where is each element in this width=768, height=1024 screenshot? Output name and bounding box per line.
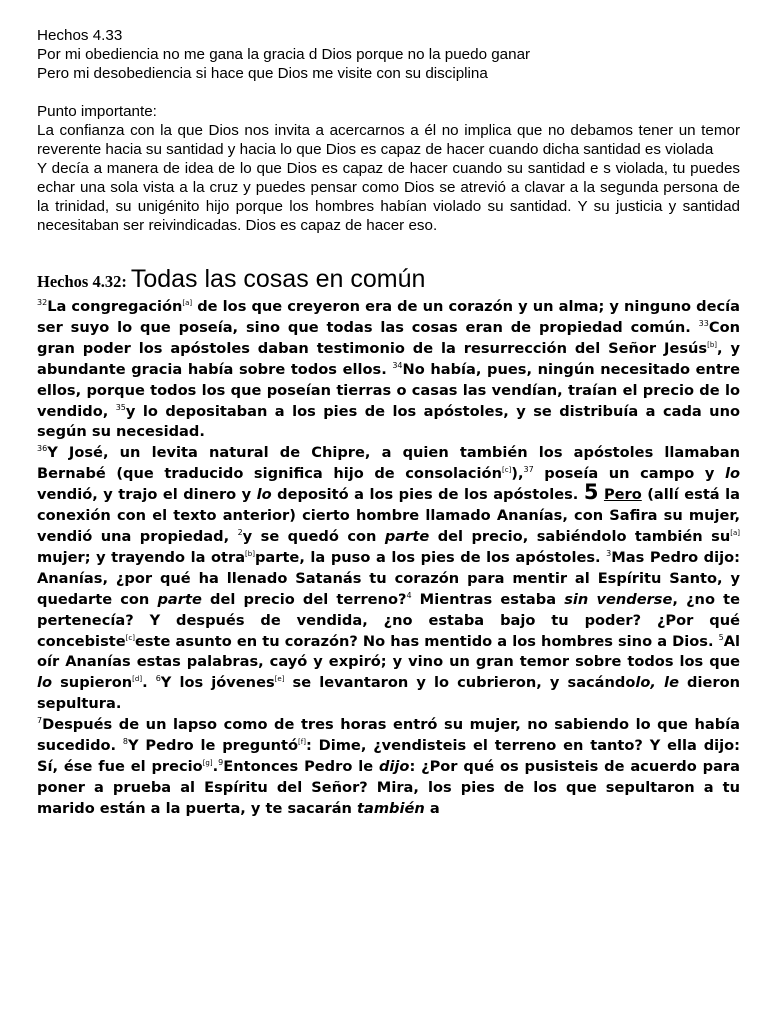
verse-text: . (142, 674, 156, 692)
footnote-marker[interactable]: [f] (298, 738, 306, 747)
verse-number: 8 (122, 737, 129, 747)
verse-text: La congregación (47, 298, 183, 315)
scripture-paragraph (37, 443, 740, 715)
verse-number: 2 (237, 528, 243, 538)
footnote-marker[interactable]: [c] (125, 633, 135, 642)
verse-text: poseía un campo y (533, 465, 725, 483)
verse-text: vendió, y trajo el dinero y (37, 486, 257, 504)
footnote-marker[interactable]: [b] (245, 550, 255, 559)
verse-text: . (212, 757, 219, 775)
verse-text: ), (511, 465, 524, 483)
section-heading (37, 265, 740, 297)
verse-number: 32 (37, 298, 48, 308)
chapter-number: 5 (583, 480, 599, 505)
verse-text: (allí está la conexión con el texto anterior) cierto hombre llamado Ananías, con Safira su mujer, vendió una propiedad, (37, 486, 740, 545)
verse-text: Y José, un levita natural de Chipre, a quien también los apóstoles llamaban Bernabé (que traducido significa hijo de consolación (37, 444, 740, 483)
verse-number: 9 (218, 758, 224, 768)
verse-text: a (424, 799, 440, 817)
verse-text: de los que creyeron era de un corazón y un alma; y ninguno decía ser suyo lo que poseía, sino que todas las cosas eran de propiedad común. (37, 298, 740, 336)
verse-number: 37 (523, 465, 534, 475)
italic-word: parte (384, 527, 430, 545)
footnote-marker[interactable]: [d] (132, 675, 143, 684)
notes-line: Pero mi desobediencia si hace que Dios me visite con su disciplina (37, 65, 488, 82)
verse-text: : ¿Por qué os pusisteis de acuerdo para poner a prueba al Espíritu del Señor? Mira, los pies de los que sepultaron a tu marido están a la puerta, y te sacarán (37, 757, 740, 817)
verse-number: 3 (606, 549, 612, 559)
underlined-word: Pero (603, 486, 642, 504)
verse-text: Y Pedro le preguntó (128, 737, 298, 755)
blank-line (37, 83, 740, 102)
sermon-notes (37, 26, 740, 235)
verse-text: : Dime, ¿vendisteis el terreno en tanto? Y ella dijo: Sí, ése fue el precio (37, 737, 741, 775)
verse-text: parte, la puso a los pies de los apóstoles. (254, 548, 607, 566)
verse-text: y se quedó con (242, 527, 385, 545)
verse-number: 4 (406, 590, 412, 600)
verse-text: supieron (52, 674, 133, 692)
italic-word: sin venderse (564, 590, 673, 608)
verse-text: del precio, sabiéndolo también su (429, 527, 731, 545)
verse-text: , y abundante gracia había sobre todos ellos. (37, 339, 740, 378)
verse-number: 7 (37, 716, 43, 726)
footnote-marker[interactable]: [e] (274, 675, 285, 684)
verse-number: 33 (698, 319, 709, 329)
verse-text: , ¿no te pertenecía? Y después de vendida, ¿no estaba bajo tu poder? ¿Por qué concebiste (37, 590, 740, 650)
italic-word: lo, le (635, 674, 679, 692)
verse-number: 6 (155, 674, 161, 684)
verse-text: mujer; y trayendo la otra (37, 548, 246, 566)
italic-word: parte (157, 590, 202, 608)
verse-text: y lo depositaban a los pies de los apóstoles, y se distribuía a cada uno según su necesidad. (37, 402, 740, 441)
document-page (37, 26, 740, 820)
italic-word: lo (37, 674, 53, 692)
verse-text: Después de un lapso como de tres horas entró su mujer, no sabiendo lo que había sucedido. (37, 716, 740, 755)
verse-text: Con gran poder los apóstoles daban testimonio de la resurrección del Señor Jesús (37, 318, 740, 357)
verse-text: Al oír Ananías estas palabras, cayó y expiró; y vino un gran temor sobre todos los que (37, 632, 740, 671)
footnote-marker[interactable]: [c] (501, 466, 512, 475)
italic-word: lo (256, 486, 272, 504)
verse-text: No había, pues, ningún necesitado entre ellos, porque todos los que poseían tierras o casas las vendían, traían el precio de lo vendido, (37, 360, 741, 420)
notes-title: Hechos 4.33 (37, 27, 123, 44)
footnote-marker[interactable]: [a] (730, 529, 740, 538)
verse-text: del precio del terreno? (201, 590, 407, 608)
verse-number: 5 (718, 632, 724, 642)
notes-paragraph: Y decía a manera de idea de lo que Dios es capaz de hacer cuando su santidad e s violada, tu puedes echar una sola vista a la cruz y puedes pensar como Dios se atrevió a clavar a la segunda persona de la trinidad, su unigénito hijo porque los hombres habían violado su santidad. Y su justicia y santidad necesitaban ser reivindicadas. Dios es capaz de hacer eso. (37, 160, 740, 234)
verse-text: este asunto en tu corazón? No has mentido a los hombres sino a Dios. (134, 632, 719, 650)
important-label: Punto importante: (37, 103, 157, 120)
verse-text: dieron sepultura. (37, 674, 741, 713)
verse-text: depositó a los pies de los apóstoles. (271, 486, 584, 504)
verse-text: Y los jóvenes (160, 674, 275, 692)
verse-number: 36 (37, 444, 48, 454)
verse-text: Mientras estaba (411, 590, 565, 608)
italic-word: también (357, 799, 425, 817)
italic-word: lo (724, 465, 740, 483)
notes-paragraph: La confianza con la que Dios nos invita a acercarnos a él no implica que no debamos tener un temor reverente hacia su santidad y hacia lo que Dios es capaz de hacer cuando dicha santidad es violada (37, 122, 740, 158)
verse-text: Entonces Pedro le (223, 757, 379, 775)
footnote-marker[interactable]: [a] (182, 299, 193, 308)
heading-reference: Hechos 4.32: (37, 272, 127, 291)
notes-line: Por mi obediencia no me gana la gracia d Dios porque no la puedo ganar (37, 46, 531, 63)
scripture-passage (37, 297, 740, 820)
verse-number: 35 (115, 402, 126, 412)
verse-number: 34 (392, 360, 403, 370)
scripture-paragraph (37, 297, 740, 443)
heading-title: Todas las cosas en común (130, 265, 426, 293)
verse-text: Mas Pedro dijo: Ananías, ¿por qué ha llenado Satanás tu corazón para mentir al Espíritu Santo, y quedarte con (37, 548, 740, 608)
verse-text: se levantaron y lo cubrieron, y sacándo (284, 674, 636, 692)
footnote-marker[interactable]: [g] (202, 759, 213, 768)
italic-word: dijo (378, 757, 410, 775)
scripture-paragraph (37, 715, 740, 820)
footnote-marker[interactable]: [b] (707, 340, 718, 349)
